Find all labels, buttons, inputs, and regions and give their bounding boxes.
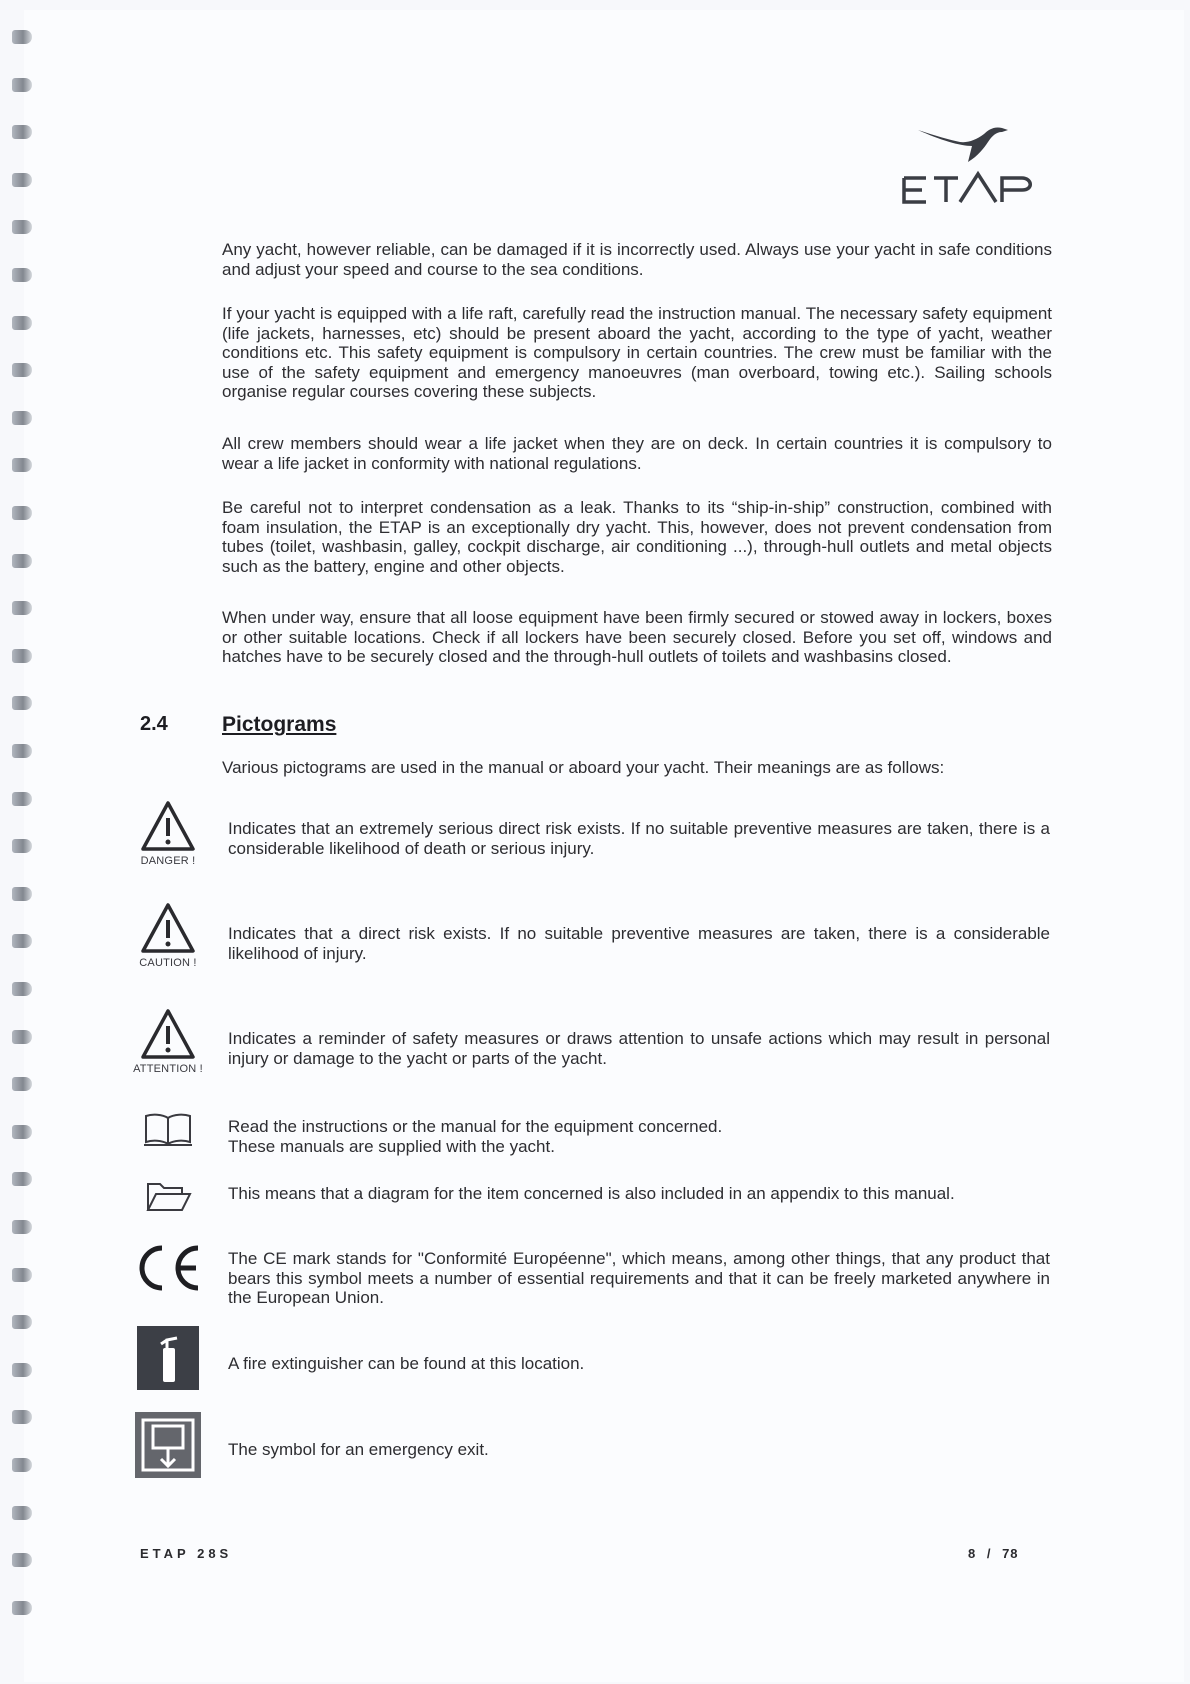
pictogram-manual: [118, 1112, 218, 1153]
spiral-ring: [12, 30, 32, 44]
paragraph-life-jacket: All crew members should wear a life jacket when they are on deck. In certain countries it is compulsory to wear a life jacket in conformity with national regulations.: [222, 434, 1052, 473]
spiral-ring: [12, 554, 32, 568]
spiral-ring: [12, 1077, 32, 1091]
spiral-ring: [12, 1220, 32, 1234]
pictogram-caution: [118, 902, 218, 969]
manual-description-line-2: These manuals are supplied with the yacht.: [228, 1136, 555, 1156]
spiral-ring: [12, 78, 32, 92]
emergency-exit-icon: [135, 1412, 201, 1478]
spiral-ring: [12, 411, 32, 425]
footer-page-number: 8 / 78: [968, 1546, 1019, 1561]
spiral-ring: [12, 316, 32, 330]
spiral-ring: [12, 887, 32, 901]
paragraph-loose-equipment: When under way, ensure that all loose equipment have been firmly secured or stowed away in lockers, boxes or other suitable locations. Check if all lockers have been securely closed. Before you set off, windows and hatches have to be securely closed and the through-hull outlets of toilets and washbasins closed.: [222, 608, 1052, 666]
manual-description-line-1: Read the instructions or the manual for the equipment concerned.: [228, 1117, 723, 1136]
spiral-ring: [12, 1315, 32, 1329]
pictogram-appendix: [118, 1178, 218, 1219]
fire-extinguisher-description: A fire extinguisher can be found at this location.: [228, 1354, 585, 1373]
ce-description: The CE mark stands for "Conformité Européenne", which means, among other things, that any product that bears this symbol meets a number of essential requirements and that it can be freely marketed anywhere in the European Union.: [228, 1249, 1050, 1307]
spiral-ring: [12, 601, 32, 615]
appendix-description: This means that a diagram for the item concerned is also included in an appendix to this manual.: [228, 1184, 955, 1203]
emergency-exit-description: The symbol for an emergency exit.: [228, 1440, 489, 1459]
folder-icon: [142, 1178, 194, 1214]
spiral-ring: [12, 268, 32, 282]
pictogram-fire-extinguisher: [118, 1326, 218, 1395]
spiral-binding: [8, 30, 36, 1650]
pictogram-attention: [118, 1008, 218, 1075]
paragraph-safe-use: Any yacht, however reliable, can be damaged if it is incorrectly used. Always use your yacht in safe conditions and adjust your speed and course to the sea conditions.: [222, 240, 1052, 279]
attention-triangle-icon: [140, 1008, 196, 1060]
open-book-icon: [142, 1112, 194, 1148]
etap-logo: [898, 118, 1046, 208]
section-title: Pictograms: [222, 713, 337, 736]
spiral-ring: [12, 458, 32, 472]
danger-description: Indicates that an extremely serious direct risk exists. If no suitable preventive measures are taken, there is a considerable likelihood of death or serious injury.: [228, 819, 1050, 858]
spiral-ring: [12, 1030, 32, 1044]
spiral-ring: [12, 220, 32, 234]
spiral-ring: [12, 1363, 32, 1377]
pictogram-danger: [118, 800, 218, 867]
spiral-ring: [12, 934, 32, 948]
caution-description: Indicates that a direct risk exists. If no suitable preventive measures are taken, there is a considerable likelihood of injury.: [228, 924, 1050, 963]
spiral-ring: [12, 1125, 32, 1139]
attention-label: ATTENTION !: [133, 1063, 203, 1075]
spiral-ring: [12, 649, 32, 663]
spiral-ring: [12, 982, 32, 996]
spiral-ring: [12, 1172, 32, 1186]
spiral-ring: [12, 1410, 32, 1424]
caution-triangle-icon: [140, 902, 196, 954]
pictogram-emergency-exit: [118, 1412, 218, 1483]
spiral-ring: [12, 1601, 32, 1615]
fire-extinguisher-icon: [137, 1326, 199, 1390]
spiral-ring: [12, 506, 32, 520]
attention-description: Indicates a reminder of safety measures or draws attention to unsafe actions which may result in personal injury or damage to the yacht or parts of the yacht.: [228, 1029, 1050, 1068]
pictogram-ce: [118, 1240, 218, 1301]
spiral-ring: [12, 792, 32, 806]
spiral-ring: [12, 173, 32, 187]
spiral-ring: [12, 1268, 32, 1282]
spiral-ring: [12, 744, 32, 758]
spiral-ring: [12, 839, 32, 853]
spiral-ring: [12, 363, 32, 377]
spiral-ring: [12, 1458, 32, 1472]
spiral-ring: [12, 1506, 32, 1520]
footer-model: ETAP 28S: [140, 1546, 233, 1561]
spiral-ring: [12, 696, 32, 710]
manual-description: [228, 1117, 1050, 1156]
spiral-ring: [12, 1553, 32, 1567]
ce-mark-icon: [128, 1240, 208, 1296]
section-intro: Various pictograms are used in the manual or aboard your yacht. Their meanings are as follows:: [222, 758, 945, 777]
caution-label: CAUTION !: [139, 957, 197, 969]
danger-triangle-icon: [140, 800, 196, 852]
section-number: 2.4: [140, 713, 168, 735]
paragraph-condensation: Be careful not to interpret condensation as a leak. Thanks to its “ship-in-ship” construction, combined with foam insulation, the ETAP is an exceptionally dry yacht. This, however, does not prevent condensation from tubes (toilet, washbasin, galley, cockpit discharge, air conditioning ...), through-hull outlets and metal objects such as the battery, engine and other objects.: [222, 498, 1052, 576]
danger-label: DANGER !: [140, 855, 196, 867]
paragraph-life-raft: If your yacht is equipped with a life raft, carefully read the instruction manual. The necessary safety equipment (life jackets, harnesses, etc) should be present aboard the yacht, according to the type of yacht, weather conditions etc. This safety equipment is compulsory in certain countries. The crew must be familiar with the use of the safety equipment and emergency manoeuvres (man overboard, towing etc.). Sailing schools organise regular courses covering these subjects.: [222, 304, 1052, 401]
spiral-ring: [12, 125, 32, 139]
